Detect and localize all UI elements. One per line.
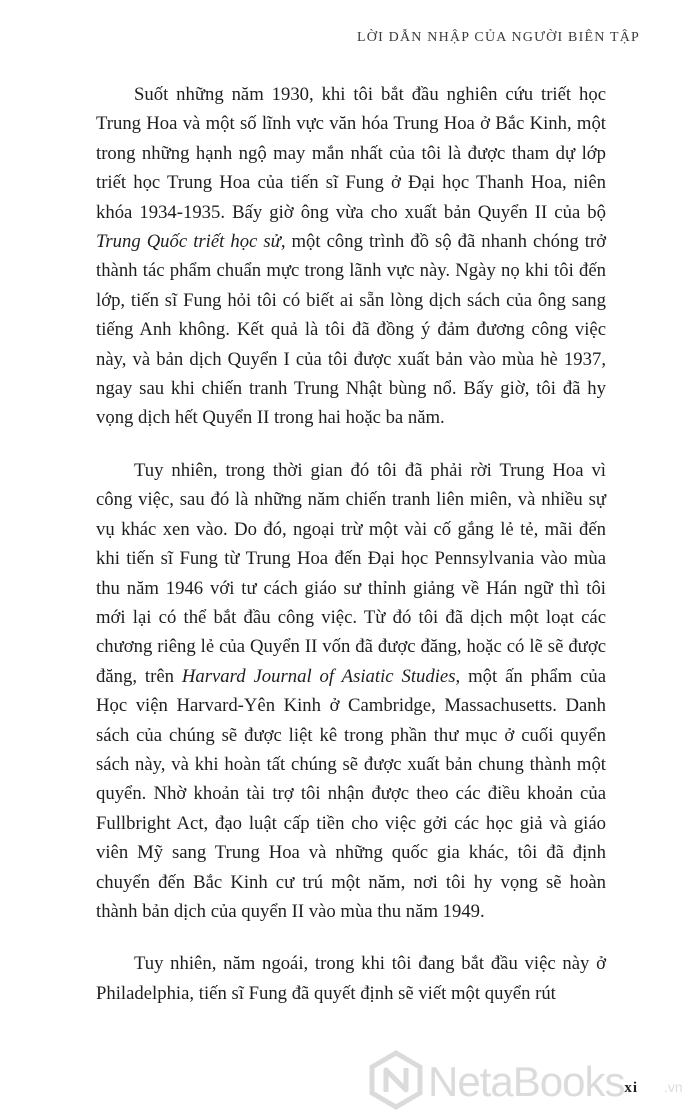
- watermark-brand: NetaBooks: [428, 1058, 625, 1105]
- paragraph-2-end: , một ấn phẩm của Học viện Harvard-Yên Kinh ở Cambridge, Massachusetts. Danh sách của chúng sẽ được liệt kê trong phần thư mục ở cuối quyển sách này, và khi hoàn tất chúng sẽ được xuất bản chung thành một quyển. Nhờ khoản tài trợ tôi nhận được theo các điều khoản của Fullbright Act, đạo luật cấp tiền cho việc gởi các học giả và giáo viên Mỹ sang Trung Hoa và những quốc gia khác, tôi đã định chuyển đến Bắc Kinh cư trú một năm, nơi tôi hy vọng sẽ hoàn thành bản dịch của quyển II vào mùa thu năm 1949.: [96, 665, 606, 922]
- paragraph-1: [96, 80, 606, 433]
- running-head: LỜI DẪN NHẬP CỦA NGƯỜI BIÊN TẬP: [357, 30, 640, 45]
- body-text: [96, 80, 606, 1008]
- paragraph-2: [96, 456, 606, 927]
- page-number: xi: [624, 1080, 638, 1096]
- paragraph-3: Tuy nhiên, năm ngoái, trong khi tôi đang bắt đầu việc này ở Philadelphia, tiến sĩ Fung đã quyết định sẽ viết một quyển rút: [96, 953, 606, 1004]
- watermark-suffix: .vn: [664, 1079, 683, 1095]
- book-title-italic: Trung Quốc triết học sử: [96, 231, 281, 253]
- netabooks-logo-icon: [368, 1050, 424, 1110]
- paragraph-1-end: , một công trình đồ sộ đã nhanh chóng trở thành tác phẩm chuẩn mực trong lãnh vực này. Ngày nọ khi tôi đến lớp, tiến sĩ Fung hỏi tôi có biết ai sẵn lòng dịch sách của ông sang tiếng Anh không. Kết quả là tôi đã đồng ý đảm đương công việc này, và bản dịch Quyển I của tôi được xuất bản vào mùa hè 1937, ngay sau khi chiến tranh Trung Nhật bùng nổ. Bấy giờ, tôi đã hy vọng dịch hết Quyển II trong hai hoặc ba năm.: [96, 231, 606, 429]
- paragraph-1-start: Suốt những năm 1930, khi tôi bắt đầu nghiên cứu triết học Trung Hoa và một số lĩnh vực văn hóa Trung Hoa ở Bắc Kinh, một trong những hạnh ngộ may mắn nhất của tôi là được tham dự lớp triết học Trung Hoa của tiến sĩ Fung ở Đại học Thanh Hoa, niên khóa 1934-1935. Bấy giờ ông vừa cho xuất bản Quyển II của bộ: [96, 84, 606, 223]
- watermark: [368, 1046, 698, 1116]
- journal-title-italic: Harvard Journal of Asiatic Studies: [181, 665, 456, 687]
- paragraph-2-start: Tuy nhiên, trong thời gian đó tôi đã phải rời Trung Hoa vì công việc, sau đó là những năm chiến tranh liên miên, và nhiều sự vụ khác xen vào. Do đó, ngoại trừ một vài cố gắng lẻ tẻ, mãi đến khi tiến sĩ Fung từ Trung Hoa đến Đại học Pennsylvania vào mùa thu năm 1946 với tư cách giáo sư thỉnh giảng về Hán ngữ thì tôi mới lại có thể bắt đầu công việc. Từ đó tôi đã dịch một loạt các chương riêng lẻ của Quyển II vốn đã được đăng, hoặc có lẽ sẽ được đăng, trên: [96, 459, 606, 687]
